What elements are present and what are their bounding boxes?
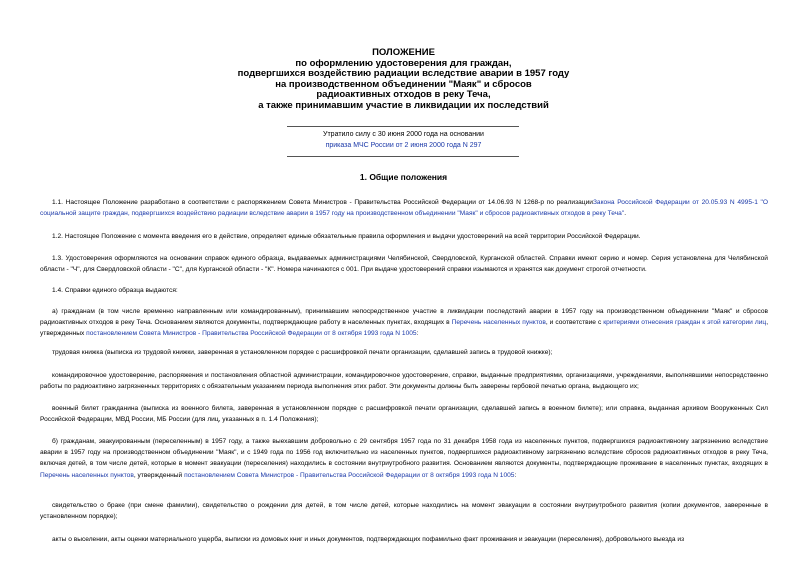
paragraph-labor-book	[40, 347, 768, 358]
title-line: подвергшихся воздействию радиации вследствие аварии в 1957 году	[237, 68, 570, 80]
paragraph-text: , и соответствие с	[545, 319, 604, 327]
paragraph-text: акты о выселении, акты оценки материального ущерба, выписки из домовых книг и иных документов, подтверждающих пофамильно факт проживания и эвакуации (переселения), добровольного выезда из	[52, 536, 685, 543]
paragraph-a	[40, 306, 768, 340]
paragraph-text: :	[514, 471, 517, 479]
expired-order-link[interactable]: приказа МЧС России от 2 июня 2000 года N 297	[325, 142, 482, 149]
law-link[interactable]: Закона Российской Федерации от 20.05.93 N 4995-1 "О социальной защите граждан, подвергшихся воздействию радиации вследствие аварии в 1957 году на производственном объединении "Маяк" и сбросов радиоактивных отходов в реку Теча"	[40, 199, 769, 218]
section-title: 1. Общие положения	[359, 172, 448, 182]
expired-order-line	[0, 140, 807, 151]
expired-note: Утратило силу с 30 июня 2000 года на основании	[323, 131, 484, 138]
paragraph-text: 1.2. Настоящее Положение с момента введения его в действие, определяет единые обязательные правила оформления и выдачи удостоверений на всей территории Российской Федерации.	[52, 233, 641, 240]
settlements-list-link[interactable]: Перечень населенных пунктов	[40, 471, 134, 479]
paragraph-military-id	[40, 403, 768, 425]
paragraph-1-3	[40, 253, 768, 275]
paragraph-1-1	[40, 197, 768, 219]
paragraph-text: 1.3. Удостоверения оформляются на основании справок единого образца, выдаваемых администрациями Челябинской, Свердловской, Курганской областей. Справки имеют серию и номер. Серия установлена для Челябинской области - "Ч", для Свердловской области - "С", для Курганской области - "К". Номера начинаются с 001. При выдаче удостоверений справки изымаются и хранятся как документ строгой отчетности.	[40, 255, 768, 274]
title-line: радиоактивных отходов в реку Теча,	[316, 89, 491, 101]
paragraph-text: военный билет гражданина (выписка из военного билета, заверенная в установленном порядке с расшифровкой печати организации, сделавшей запись в военном билете); или справка, выданная архивом Вооруженных Сил Российской Федерации, МВД России, МБ России (для лиц, указанных в п. 1.4 Положения);	[40, 405, 768, 424]
paragraph-text: :	[416, 330, 419, 338]
paragraph-text: б) гражданам, эвакуированным (переселенным) в 1957 году, а также выехавшим добровольно с 29 сентября 1957 года по 31 декабря 1958 года из населенных пунктов, подвергшихся радиоактивному загрязнению вследствие аварии в 1957 году на производственном объединении "Маяк", и с 1949 года по 1956 год включительно из населенных пунктов, подвергшихся радиоактивному загрязнению вследствие сбросов радиоактивных отходов в реку Теча, включая детей, в том числе детей, которые в момент эвакуации (переселения) находились в состоянии внутриутробного развития. Основанием являются документы, подтверждающие проживание в населенных пунктах, входящих в	[40, 438, 768, 468]
paragraph-1-4	[40, 285, 768, 296]
paragraph-text: 1.4. Справки единого образца выдаются:	[52, 287, 178, 294]
paragraph-text: , утвержденный	[133, 471, 185, 479]
paragraph-certificates	[40, 500, 768, 522]
criteria-link[interactable]: критериями отнесения граждан к этой категории лиц	[603, 319, 767, 327]
paragraph-text: а) гражданам (в том числе временно направленным или командированным), принимавшим непосредственное участие в ликвидации последствий аварии в 1957 году на производственном объединении "Маяк" и сбросов радиоактивных отходов в реку Теча. Основанием являются документы, подтверждающие работу в населенных пунктах, входящих в	[40, 308, 768, 327]
paragraph-text: свидетельство о браке (при смене фамилии), свидетельство о рождении для детей, в том числе детей, которые находились на момент эвакуации в состоянии внутриутробного развития (копии документов, заверенные в установленном порядке);	[40, 502, 768, 521]
divider-top	[287, 126, 519, 127]
document-title	[0, 48, 807, 112]
title-line: по оформлению удостоверения для граждан,	[295, 57, 512, 69]
paragraph-text: 1.1. Настоящее Положение разработано в соответствии с распоряжением Совета Министров - Правительства Российской Федерации от 14.06.93 N 1268-р по реализации	[52, 199, 593, 206]
title-line: на производственном объединении "Маяк" и сбросов	[275, 78, 532, 90]
paragraph-1-2	[40, 231, 768, 242]
paragraph-text: командировочное удостоверение, распоряжения и постановления областной администрации, командировочное удостоверение, справки, выданные предприятиями, организациями, учреждениями, выполнявшими непосредственно работы по радиоактивно загрязненных территориях с обязательным указанием периода выполнения этих работ. Эти документы должны быть заверены гербовой печатью органа, выдающего их;	[40, 372, 768, 391]
paragraph-mission-cert	[40, 370, 768, 392]
paragraph-text: трудовая книжка (выписка из трудовой книжки, заверенная в установленном порядке с расшифровкой печати организации, сделавшей запись в трудовой книжке);	[52, 349, 553, 356]
paragraph-text: .	[624, 210, 627, 218]
decree-link[interactable]: постановлением Совета Министров - Правительства Российской Федерации от 8 октября 1993 года N 1005	[86, 330, 417, 338]
title-line: ПОЛОЖЕНИЕ	[372, 47, 435, 58]
decree-link[interactable]: постановлением Совета Министров - Правительства Российской Федерации от 8 октября 1993 года N 1005	[184, 471, 515, 479]
paragraph-text: , утвержденных	[40, 319, 769, 338]
paragraph-b	[40, 436, 768, 481]
title-line: а также принимавшим участие в ликвидации их последствий	[258, 99, 549, 111]
settlements-list-link[interactable]: Перечень населенных пунктов	[451, 319, 546, 327]
paragraph-acts	[40, 534, 768, 545]
divider-bottom	[287, 156, 519, 157]
